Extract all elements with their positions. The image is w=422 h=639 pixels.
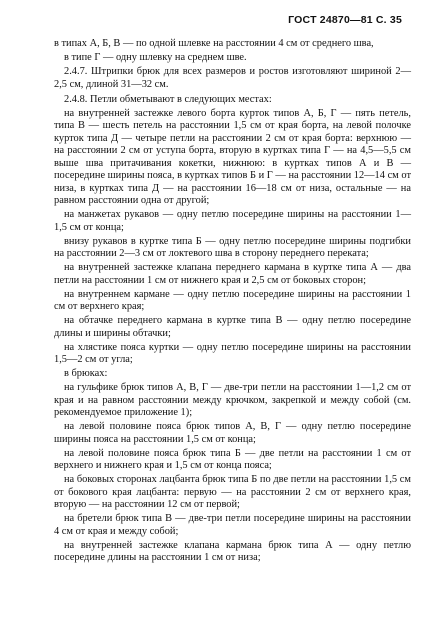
list-item-paragraph: на внутренней застежке левого борта курток типов А, Б, Г — пять петель, типа В — шесть петель на расстоянии 1,5 см от края борта, на левой полочке курток типа Д — четыре петли на расстоянии 2 см от края борта: верхнюю — на расстоянии 2 см от уступа борта, вторую в куртках типа Г — на 4,5—5,5 см выше шва притачивания кокетки, нижнюю: в куртках типов А и В — посередине ширины пояса, в куртках типов Б и Г — на расстоянии 12—14 см от низа, в куртках типа Д — на расстоянии 16—18 см от низа, остальные — на равном расстоянии одна от другой;	[54, 107, 411, 207]
list-item-paragraph: в типах А, Б, В — по одной шлевке на расстоянии 4 см от среднего шва,	[54, 38, 374, 49]
list-item-paragraph: на левой половине пояса брюк типов А, В, Г — одну петлю посередине ширины пояса на расстоянии 1,5 см от конца;	[54, 421, 411, 445]
section-paragraph: 2.4.8. Петли обметывают в следующих местах:	[64, 93, 272, 105]
list-item-paragraph: в брюках:	[64, 368, 108, 380]
page-header: ГОСТ 24870—81 С. 35	[288, 14, 402, 26]
list-item-paragraph: на левой половине пояса брюк типа Б — две петли на расстоянии 1 см от верхнего и нижнего края и 1,5 см от конца пояса;	[54, 447, 411, 472]
list-item-paragraph: на манжетах рукавов — одну петлю посередине ширины на расстоянии 1—1,5 см от конца;	[54, 209, 411, 233]
list-item-paragraph: на внутреннем кармане — одну петлю посередине ширины на расстоянии 1 см от верхнего края;	[54, 288, 411, 313]
list-item-paragraph: на гульфике брюк типов А, В, Г — две-три петли на расстоянии 1—1,2 см от края и на равном расстоянии между крючком, закрепкой и между собой (см. рекомендуемое приложение 1);	[54, 382, 411, 419]
list-item-paragraph: на внутренней застежке клапана кармана брюк типа А — одну петлю посередине длины на расстоянии 1 см от низа;	[54, 539, 411, 564]
list-item-paragraph: на бретели брюк типа В — две-три петли посередине ширины на расстоянии 4 см от края и между собой;	[54, 513, 411, 537]
list-item-paragraph: на внутренней застежке клапана переднего кармана в куртке типа А — два петли на расстоянии 1 см от нижнего края и 2,5 см от боковых сторон;	[54, 262, 411, 286]
list-item-paragraph: внизу рукавов в куртке типа Б — одну петлю посередине ширины подгибки на расстоянии 2—3 см от локтевого шва в сторону переднего переката;	[54, 235, 411, 260]
list-item-paragraph: на хлястике пояса куртки — одну петлю посередине ширины на расстоянии 1,5—2 см от угла;	[54, 341, 411, 366]
section-paragraph: 2.4.7. Штрипки брюк для всех размеров и ростов изготовляют шириной 2—2,5 см, длиной 31—32 см.	[54, 66, 411, 91]
list-item-paragraph: на боковых сторонах лацбанта брюк типа Б по две петли на расстоянии 1,5 см от бокового края лацбанта: первую — на расстоянии 2 см от верхнего края, вторую — на расстоянии 12 см от первой;	[54, 474, 411, 511]
list-item-paragraph: в типе Г — одну шлевку на среднем шве.	[64, 51, 247, 63]
document-body	[54, 38, 411, 566]
list-item-paragraph: на обтачке переднего кармана в куртке типа В — одну петлю посередине длины и ширины обтачки;	[54, 315, 411, 339]
